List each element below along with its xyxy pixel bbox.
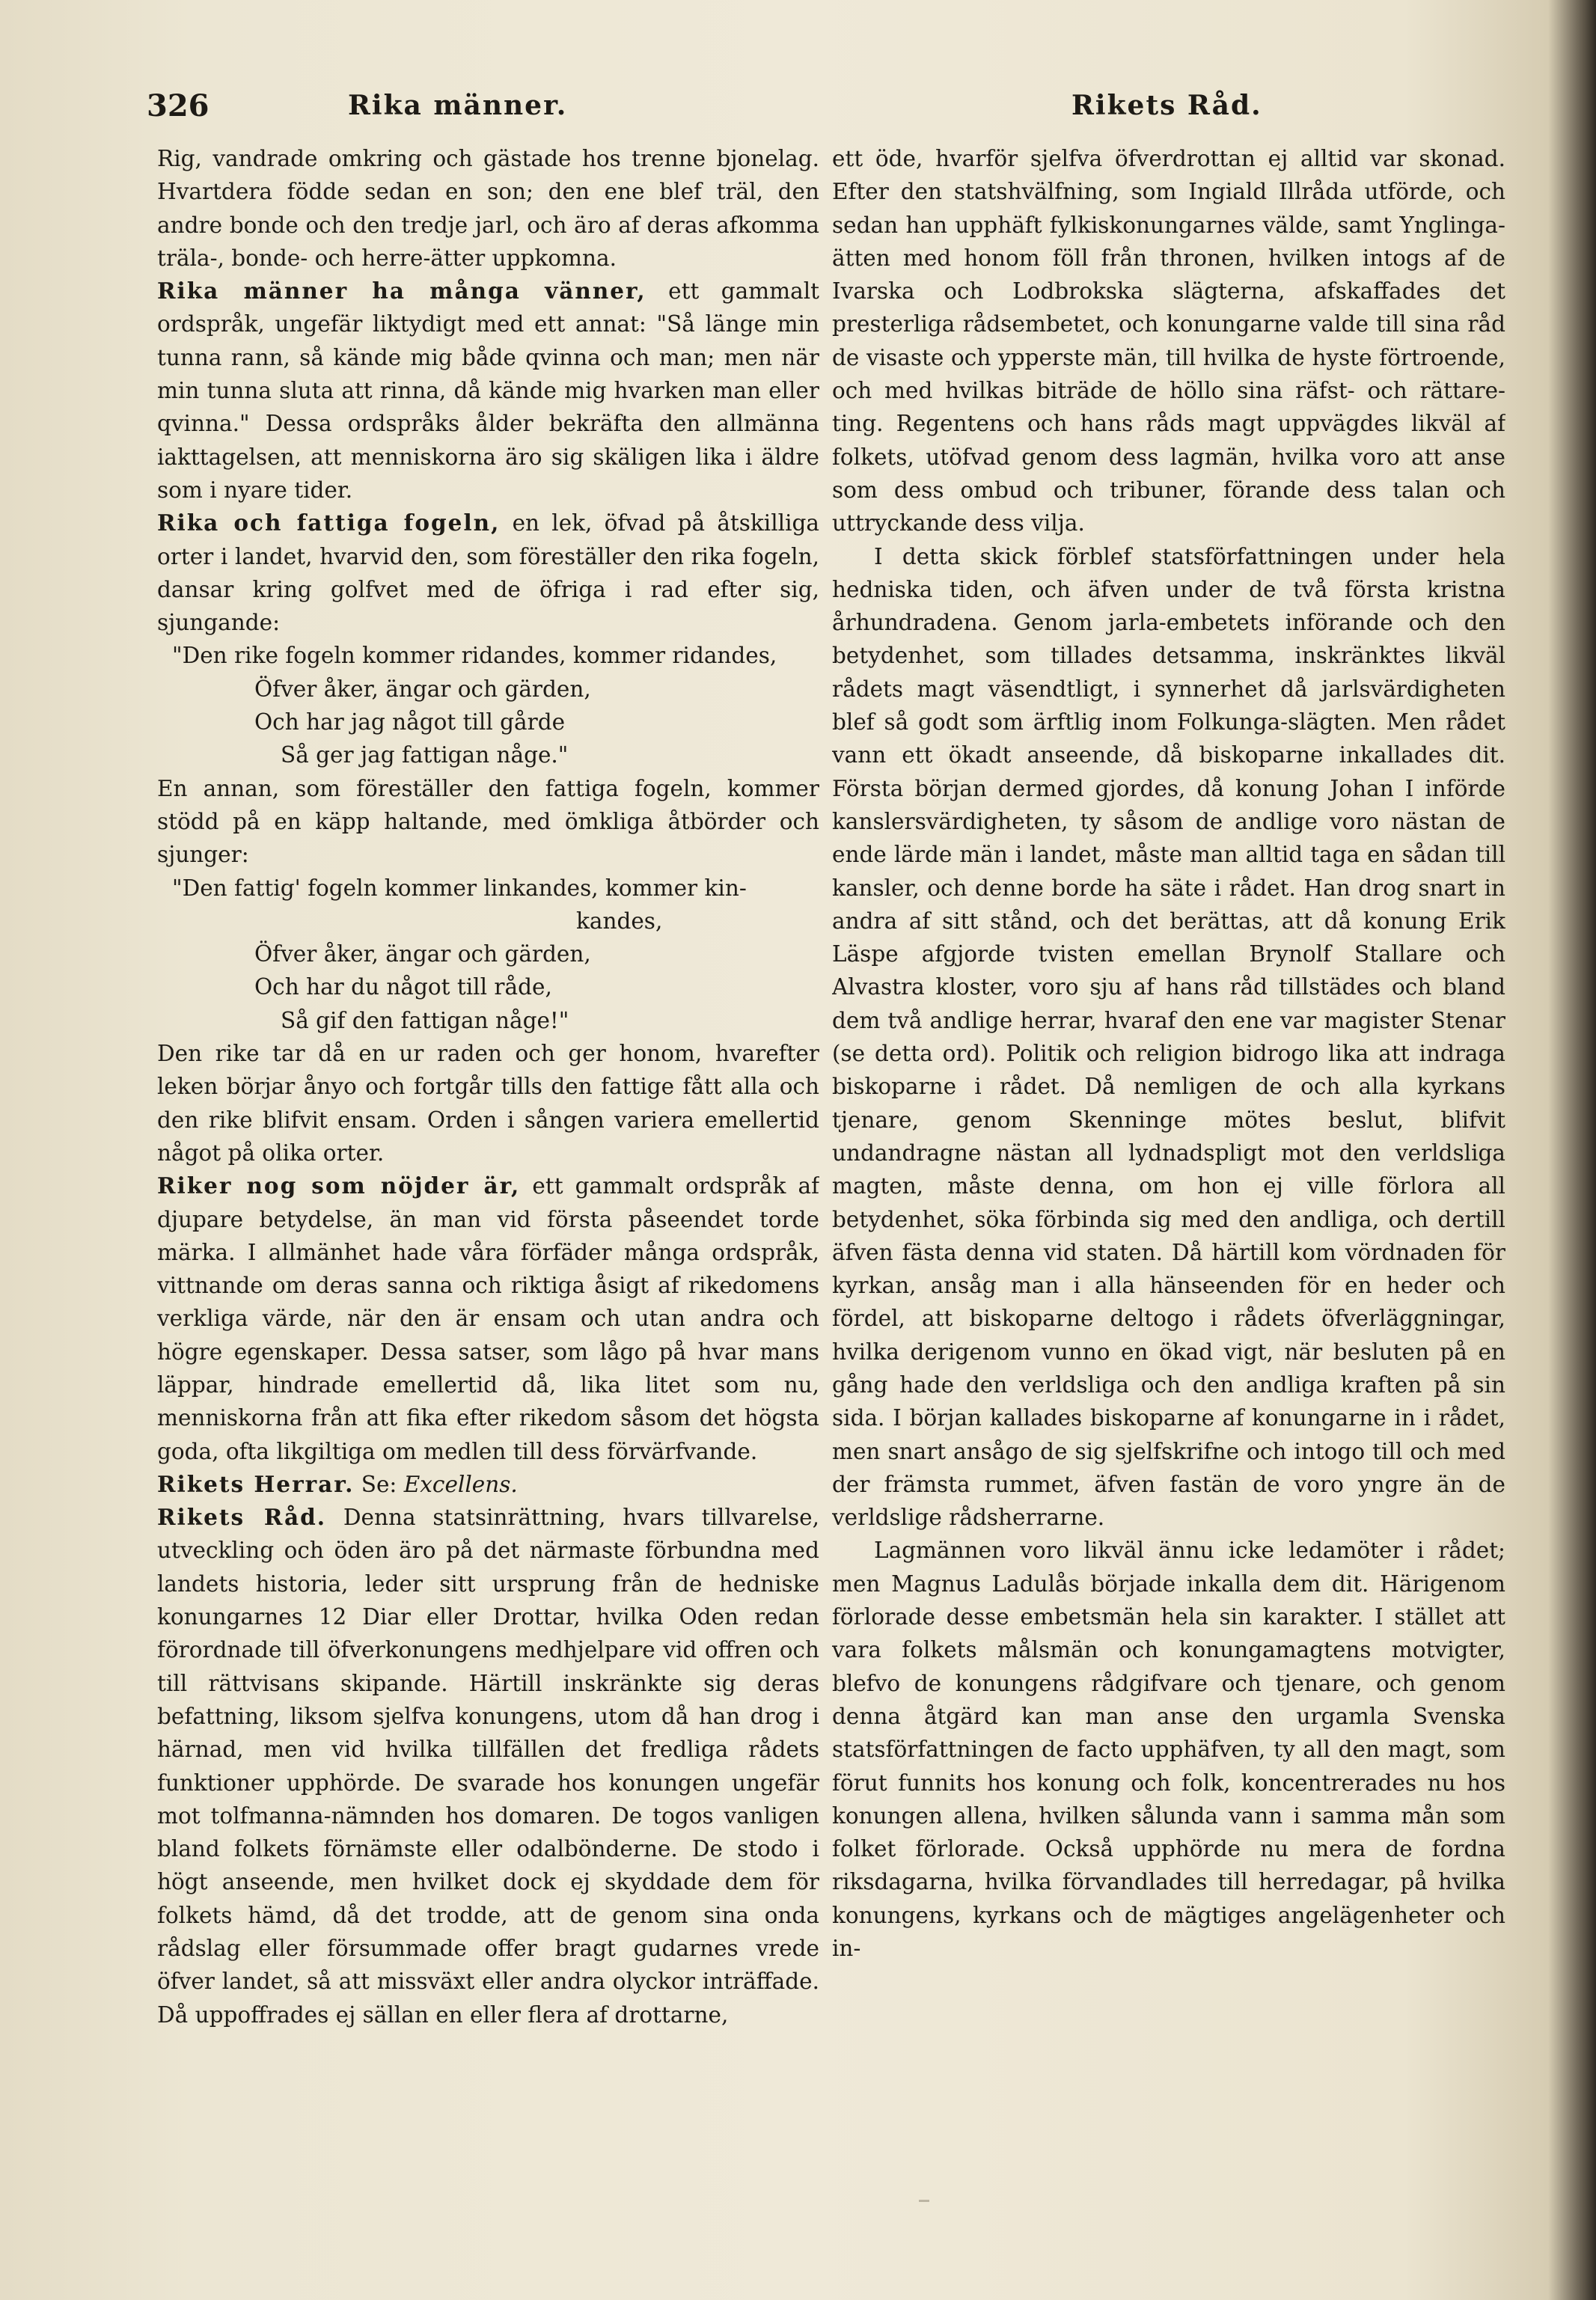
entry-text: en lek, öfvad på åtskilliga orter i landet, hvarvid den, som föreställer den rika fogeln, dansar kring golfvet med de öfriga i rad efter sig, sjungande: bbox=[157, 510, 819, 636]
paragraph: En annan, som föreställer den fattiga fogeln, kommer stödd på en käpp haltande, med ömkliga åtbörder och sjunger: bbox=[157, 775, 819, 868]
paragraph: I detta skick förblef statsförfattningen under hela hedniska tiden, och äfven under de två första kristna århundradena. Genom jarla-embetets införande och den betydenhet, som tillades detsamma, inskränktes likväl rådets magt väsendtligt, i synnerhet då jarlsvärdigheten blef så godt som ärftlig inom Folkunga-slägten. Men rådet vann ett ökadt anseende, då biskoparne inkallades dit. Första början dermed gjordes, då konung Johan I införde kanslersvärdigheten, ty såsom de andlige voro nästan de ende lärde män i landet, måste man alltid taga en sådan till kansler, och denne borde ha säte i rådet. Han drog snart in andra af sitt stånd, och det berättas, att då konung Erik Läspe afgjorde tvisten emellan Brynolf Stallare och Alvastra kloster, voro sju af hans råd tillstädes och bland dem två andlige herrar, hvaraf den ene var magister Stenar (se detta ord). Politik och religion bidrogo lika att indraga biskoparne i rådet. Då nemligen de och alla kyrkans tjenare, genom Skenninge mötes beslut, blifvit undandragne nästan all lydnadspligt mot den verldsliga magten, måste denna, om hon ej ville förlora all betydenhet, söka förbinda sig med den andliga, och dertill äfven fästa denna vid staten. Då härtill kom vördnaden för kyrkan, ansåg man i alla hänseenden för en heder och fördel, att biskoparne deltogo i rådets öfverläggningar, hvilka derigenom vunno en ökad vigt, när besluten på en gång hade den verldsliga och den andliga kraften på sin sida. I början kallades biskoparne af konungarne in i rådet, men snart ansågo de sig sjelfskrifne och intogo till och med der främsta rummet, äfven fastän de voro yngre än de verldslige rådsherrarne. bbox=[832, 543, 1505, 1531]
entry-text: Se: bbox=[354, 1471, 404, 1497]
right-column bbox=[832, 142, 1505, 2162]
paragraph: Lagmännen voro likväl ännu icke ledamöter i rådet; men Magnus Ladulås började inkalla dem dit. Härigenom förlorade desse embetsmän hela sin karakter. I stället att vara folkets målsmän och konungamagtens motvigter, blefvo de konungens rådgifvare och tjenare, och genom denna åtgärd kan man anse den urgamla Svenska statsförfattningen de facto upphäfven, ty all den magt, som förut funnits hos konung och folk, koncentrerades nu hos konungen allena, hvilken sålunda vann i samma mån som folket förlorade. Också upphörde nu mera de fordna riksdagarna, hvilka förvandlades till herredagar, på hvilka konungens, kyrkans och de mägtiges angelägenheter och in- bbox=[832, 1538, 1505, 1962]
paragraph: Den rike tar då en ur raden och ger honom, hvarefter leken börjar ånyo och fortgår tills den fattige fått alla och den rike blifvit ensam. Orden i sången variera emellertid något på olika orter. bbox=[157, 1041, 819, 1166]
entry-rikets-rad bbox=[157, 1501, 819, 2031]
song-verse-1 bbox=[157, 639, 819, 771]
entry-headword: Rika männer ha många vänner, bbox=[157, 278, 646, 305]
paragraph-continuation: ett öde, hvarför sjelfva öfverdrottan ej alltid var skonad. Efter den statshvälfning, som Ingiald Illråda utförde, och sedan han upphäft fylkiskonungarnes välde, samt Ynglinga-ätten med honom föll från thronen, hvilken intogs af de Ivarska och Lodbrokska slägterna, afskaffades det presterliga rådsembetet, och konungarne valde till sina råd de visaste och ypperste män, till hvilka de hyste förtroende, och med hvilkas biträde de höllo sina räfst- och rättare-ting. Regentens och hans råds magt uppvägdes likväl af folkets, utöfvad genom dess lagmän, hvilka voro att anse som dess ombud och tribuner, förande dess talan och uttryckande dess vilja. bbox=[832, 146, 1505, 536]
entry-rika-manner bbox=[157, 275, 819, 507]
entry-riker-nog-som-nojder-ar bbox=[157, 1169, 819, 1468]
entry-headword: Rikets Herrar. bbox=[157, 1470, 355, 1497]
verse-line: "Den rike fogeln kommer ridandes, kommer ridandes, bbox=[172, 643, 777, 669]
entry-headword: Rikets Råd. bbox=[157, 1504, 327, 1531]
verse-line: "Den fattig' fogeln kommer linkandes, kommer kin- bbox=[172, 875, 747, 901]
cross-reference: Excellens. bbox=[403, 1471, 518, 1497]
paragraph-continuation: Rig, vandrade omkring och gästade hos trenne bjonelag. Hvartdera födde sedan en son; den ene blef träl, den andre bonde och den tredje jarl, och äro af deras afkomma träla-, bonde- och herre-ätter uppkomna. bbox=[157, 146, 819, 271]
running-head-left: Rika männer. bbox=[348, 90, 568, 121]
verse-line: Öfver åker, ängar och gärden, bbox=[254, 676, 591, 702]
verse-line: Öfver åker, ängar och gärden, bbox=[254, 941, 591, 967]
entry-headword: Riker nog som nöjder är, bbox=[157, 1172, 521, 1199]
verse-line: Så gif den fattigan någe!" bbox=[281, 1007, 569, 1033]
entry-rikets-herrar bbox=[157, 1468, 819, 1501]
verse-line: kandes, bbox=[576, 908, 663, 934]
left-column bbox=[157, 142, 819, 2162]
running-head-right: Rikets Råd. bbox=[1071, 90, 1262, 121]
verse-line: Och har jag något till gårde bbox=[254, 709, 566, 735]
entry-headword: Rika och fattiga fogeln, bbox=[157, 510, 501, 536]
running-header bbox=[0, 88, 1596, 133]
verse-line: Så ger jag fattigan någe." bbox=[281, 742, 569, 768]
page-number: 326 bbox=[147, 88, 210, 123]
verse-line: Och har du något till råde, bbox=[254, 974, 552, 1000]
entry-text: ett gammalt ordspråk, ungefär liktydigt med ett annat: "Så länge min tunna rann, så kände mig både qvinna och man; men när min tunna sluta att rinna, då kände mig hvarken man eller qvinna." Dessa ordspråks ålder bekräfta den allmänna iakttagelsen, att menniskorna äro sig skäligen lika i äldre som i nyare tider. bbox=[157, 278, 819, 503]
song-verse-2 bbox=[157, 872, 819, 1037]
entry-text: Denna statsinrättning, hvars tillvarelse, utveckling och öden äro på det närmaste förbundna med landets historia, leder sitt ursprung från de hedniske konungarnes 12 Diar eller Drottar, hvilka Oden redan förordnade till öfverkonungens medhjelpare vid offren och till rättvisans skipande. Härtill inskränkte sig deras befattning, liksom sjelfva konungens, utom då han drog i härnad, men vid hvilka tillfällen det fredliga rådets funktioner upphörde. De svarade hos konungen ungefär mot tolfmanna-nämnden hos domaren. De togos vanligen bland folkets förnämste eller odalbönderne. De stodo i högt anseende, men hvilket dock ej skyddade dem för folkets hämd, då det trodde, att de genom sina onda rådslag eller försummade offer bragt gudarnes vrede öfver landet, så att missväxt eller andra olyckor inträffade. Då uppoffrades ej sällan en eller flera af drottarne, bbox=[157, 1505, 819, 2028]
entry-text: ett gammalt ordspråk af djupare betydelse, än man vid första påseendet torde märka. I allmänhet hade våra förfäder många ordspråk, vittnande om deras sanna och riktiga åsigt af rikedomens verkliga värde, när den är ensam och utan andra och högre egenskaper. Dessa satser, som lågo på hvar mans läppar, hindrade emellertid då, lika litet som nu, menniskorna från att fika efter rikedom såsom det högsta goda, ofta likgiltiga om medlen till dess förvärfvande. bbox=[157, 1173, 819, 1464]
entry-rika-och-fattiga-fogeln bbox=[157, 507, 819, 639]
print-mark bbox=[919, 2200, 929, 2202]
